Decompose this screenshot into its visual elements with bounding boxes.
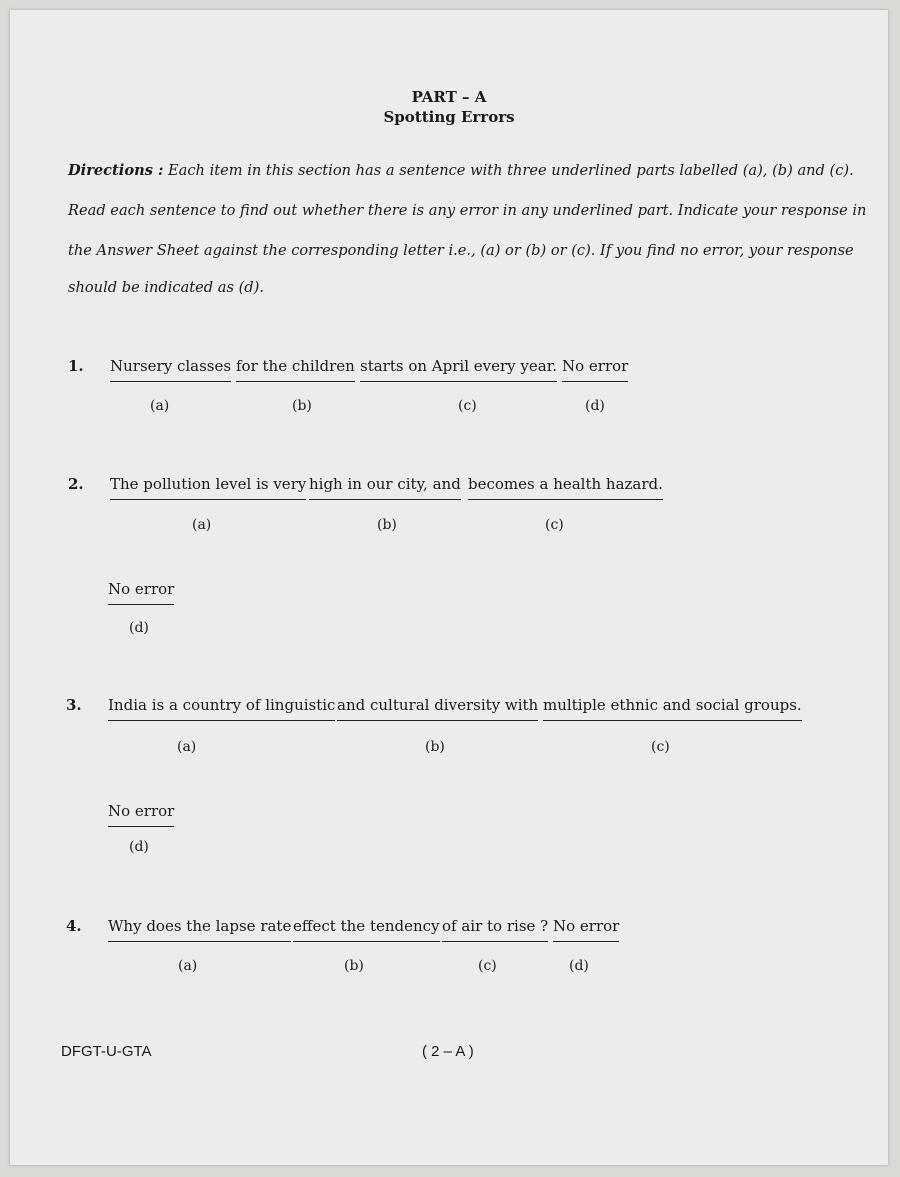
- question-number: 1.: [68, 357, 84, 375]
- part-b: effect the tendency: [293, 917, 440, 942]
- directions-line-1: Each item in this section has a sentence with three underlined parts labelled (a), (b) and (c).: [163, 162, 854, 179]
- label-a: (a): [192, 517, 212, 533]
- label-c: (c): [478, 958, 497, 974]
- label-d: (d): [585, 398, 605, 414]
- label-d: (d): [129, 839, 149, 855]
- part-d: No error: [553, 917, 619, 942]
- part-c: becomes a health hazard.: [468, 475, 663, 500]
- part-a: Why does the lapse rate: [108, 917, 291, 942]
- label-c: (c): [545, 517, 564, 533]
- part-b: and cultural diversity with: [337, 696, 538, 721]
- question-number: 3.: [66, 696, 82, 714]
- exam-page: [10, 10, 888, 1165]
- question-number: 2.: [68, 475, 84, 493]
- part-a: The pollution level is very: [110, 475, 306, 500]
- part-c: starts on April every year.: [360, 357, 557, 382]
- section-heading: Spotting Errors: [383, 108, 515, 126]
- part-d: No error: [108, 580, 174, 605]
- label-a: (a): [150, 398, 170, 414]
- part-c: of air to rise ?: [442, 917, 548, 942]
- part-d: No error: [108, 802, 174, 827]
- part-b: high in our city, and: [309, 475, 461, 500]
- label-c: (c): [458, 398, 477, 414]
- booklet-code: DFGT-U-GTA: [61, 1043, 152, 1060]
- part-c: multiple ethnic and social groups.: [543, 696, 802, 721]
- part-b: for the children: [236, 357, 355, 382]
- directions-line-2: Read each sentence to find out whether there is any error in any underlined part. Indicate your response in: [68, 202, 867, 219]
- label-b: (b): [377, 517, 397, 533]
- label-a: (a): [177, 739, 197, 755]
- part-a: Nursery classes: [110, 357, 231, 382]
- label-b: (b): [292, 398, 312, 414]
- page-number: ( 2 – A ): [422, 1043, 474, 1060]
- directions-line-4: should be indicated as (d).: [68, 279, 264, 296]
- label-b: (b): [425, 739, 445, 755]
- question-number: 4.: [66, 917, 82, 935]
- label-b: (b): [344, 958, 364, 974]
- label-d: (d): [569, 958, 589, 974]
- directions-line-3: the Answer Sheet against the corresponding letter i.e., (a) or (b) or (c). If you find no error, your response: [68, 242, 854, 259]
- directions-label: Directions :: [68, 162, 164, 179]
- label-c: (c): [651, 739, 670, 755]
- part-d: No error: [562, 357, 628, 382]
- part-heading: PART – A: [411, 88, 487, 106]
- label-a: (a): [178, 958, 198, 974]
- part-a: India is a country of linguistic: [108, 696, 335, 721]
- label-d: (d): [129, 620, 149, 636]
